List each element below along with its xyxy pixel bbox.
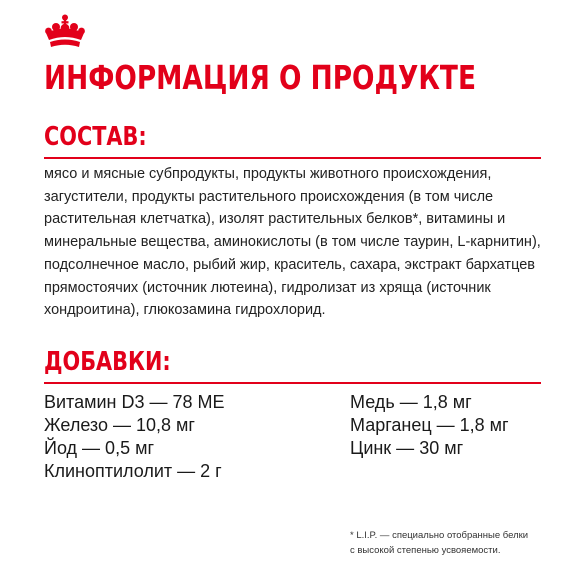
- additives-right-list: [350, 391, 509, 460]
- footnote-line-2: с высокой степенью усвояемости.: [350, 545, 501, 556]
- additives-divider: [44, 382, 541, 384]
- footnote: [350, 528, 550, 558]
- additive-vitamin-d3: Витамин D3 — 78 МЕ: [44, 392, 225, 412]
- additive-zinc: Цинк — 30 мг: [350, 438, 464, 458]
- composition-text: мясо и мясные субпродукты, продукты животного происхождения, загустители, продукты растительного происхождения (в том числе растительная клетчатка), изолят растительных белков*, витамины и минеральные вещества, аминокислоты (в том числе таурин, L-карнитин), подсолнечное масло, рыбий жир, краситель, сахара, экстракт бархатцев прямостоячих (источник лютеина), гидролизат из хряща (источник хондроитина), глюкозамина гидрохлорид.: [44, 166, 541, 319]
- composition-heading: СОСТАВ:: [44, 122, 147, 152]
- additives-left-list: [44, 391, 225, 483]
- additive-copper: Медь — 1,8 мг: [350, 392, 472, 412]
- additive-iodine: Йод — 0,5 мг: [44, 438, 155, 458]
- additive-iron: Железо — 10,8 мг: [44, 415, 195, 435]
- footnote-line-1: * L.I.P. — специально отобранные белки: [350, 530, 529, 541]
- additive-clinoptilolite: Клиноптилолит — 2 г: [44, 461, 222, 481]
- additive-manganese: Марганец — 1,8 мг: [350, 415, 509, 435]
- additives-heading: ДОБАВКИ:: [44, 347, 171, 377]
- composition-divider: [44, 157, 541, 159]
- page-title: ИНФОРМАЦИЯ О ПРОДУКТЕ: [44, 58, 476, 97]
- crown-icon: [44, 14, 86, 50]
